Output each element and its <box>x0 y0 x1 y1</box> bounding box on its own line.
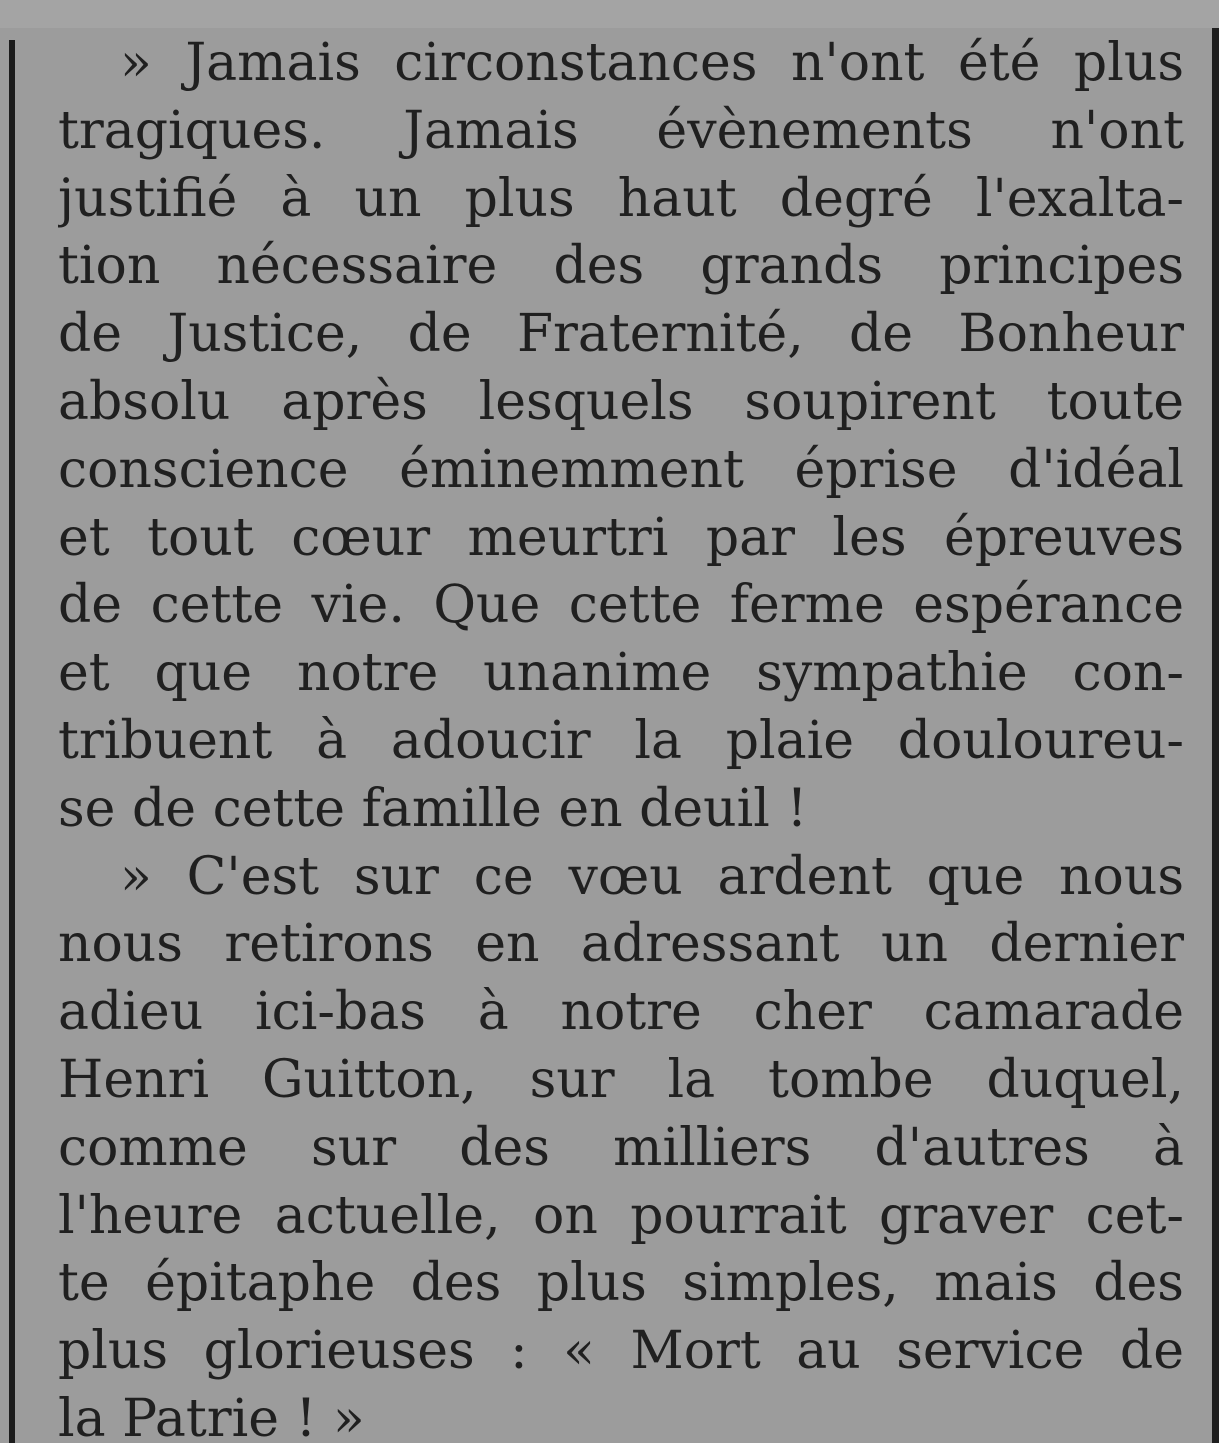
text-line: Henri Guitton, sur la tombe duquel, <box>58 1049 1184 1110</box>
text-line: comme sur des milliers d'autres à <box>58 1117 1184 1178</box>
text-line: te épitaphe des plus simples, mais des <box>58 1253 1184 1314</box>
text-line: » C'est sur ce vœu ardent que nous <box>120 846 1184 907</box>
text-line: adieu ici-bas à notre cher camarade <box>58 982 1184 1043</box>
text-line: tribuent à adoucir la plaie douloureu- <box>58 710 1184 771</box>
text-line: justifié à un plus haut degré l'exalta- <box>58 168 1184 229</box>
text-line: l'heure actuelle, on pourrait graver cet- <box>58 1185 1184 1246</box>
paragraph-2 <box>58 844 1184 1443</box>
text-line: plus glorieuses : « Mort au service de <box>58 1321 1184 1382</box>
text-line: absolu après lesquels soupirent toute <box>58 371 1184 432</box>
left-column-rule <box>9 40 15 1443</box>
top-margin <box>0 0 1219 28</box>
text-line: nous retirons en adressant un dernier <box>58 914 1184 975</box>
text-line: la Patrie ! » <box>58 1388 365 1443</box>
text-line: tion nécessaire des grands principes <box>58 236 1184 297</box>
text-line: et que notre unanime sympathie con- <box>58 643 1184 704</box>
text-line: de Justice, de Fraternité, de Bonheur <box>58 304 1184 365</box>
right-column-rule <box>1212 28 1219 1443</box>
text-line: se de cette famille en deuil ! <box>58 778 808 839</box>
article-column <box>58 30 1184 1443</box>
text-line: tragiques. Jamais évènements n'ont <box>58 100 1184 161</box>
text-line: » Jamais circonstances n'ont été plus <box>120 33 1184 93</box>
text-line: conscience éminemment éprise d'idéal <box>58 439 1184 500</box>
text-line: de cette vie. Que cette ferme espérance <box>58 575 1184 636</box>
paragraph-1 <box>58 30 1184 844</box>
text-line: et tout cœur meurtri par les épreuves <box>58 507 1184 568</box>
